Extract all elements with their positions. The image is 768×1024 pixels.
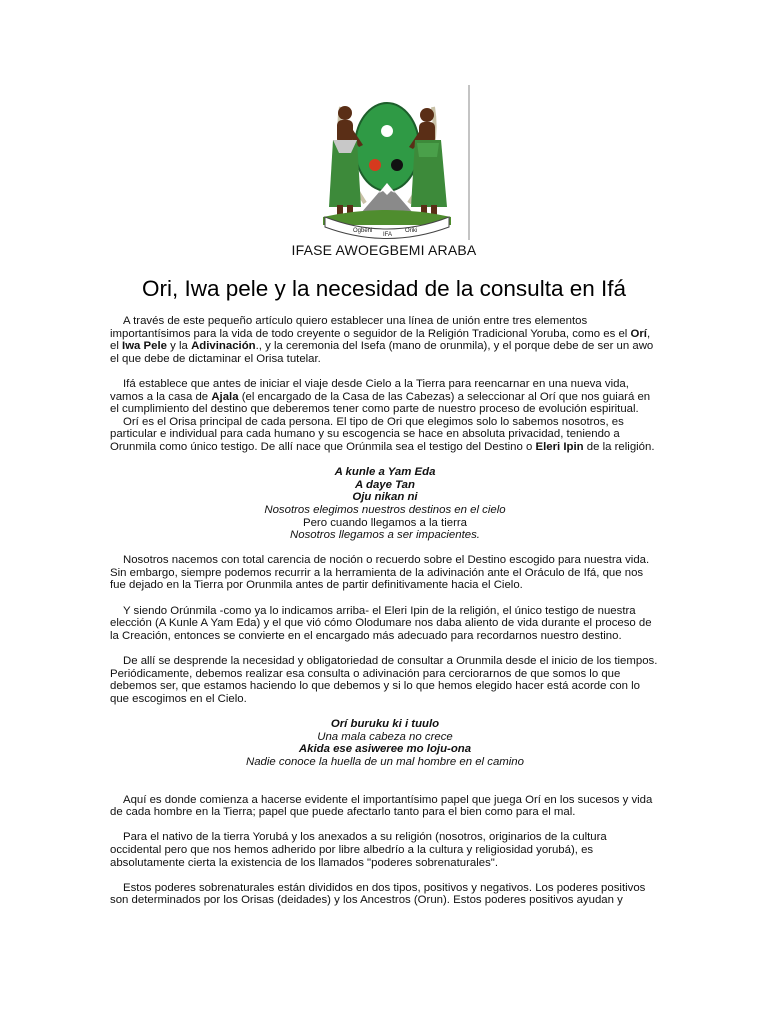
article-body (110, 315, 660, 920)
ribbon-text-left: Ogbeni (353, 228, 373, 234)
verse-2-line: Orí buruku ki i tuulo (330, 718, 440, 730)
paragraph-3: Orí es el Orisa principal de cada persona. El tipo de Ori que elegimos solo lo sabemos nosotros, es particular e individual para cada humano y su escogencia se hace en absoluta privacidad, teniendo a Orunmila como único testigo. De allí nace que Orúnmila sea el testigo del Destino o Eleri Ipin de la religión. (110, 415, 655, 453)
shield-red-dot (369, 159, 381, 171)
verse-1-line: Nosotros llegamos a ser impacientes. (290, 529, 480, 542)
paragraph-1: A través de este pequeño artículo quiero establecer una línea de unión entre tres elementos importantísimos para la vida de todo creyente o seguidor de la Religión Tradicional Yoruba, como es el Orí, el Iwa Pele y la Adivinación., y la ceremonia del Isefa (mano de orunmila), y el porque debe de ser un awo el que debe de dictaminar el Orisa tutelar. (110, 315, 654, 365)
verse-1-line: A kunle a Yam Eda (334, 466, 436, 479)
shield-white-dot (381, 125, 393, 137)
paragraph-8: Para el nativo de la tierra Yorubá y los anexados a su religión (nosotros, originarios de la cultura occidental pero que nos hemos adherido por libre albedrío a la cultura y religiosidad yorubá), es absolutamente cierta la existencia de los llamados "poderes sobrenaturales". (110, 831, 607, 869)
paragraph-9: Estos poderes sobrenaturales están divididos en dos tipos, positivos y negativos. Los poderes positivos son determinados por los Orisas (deidades) y los Ancestros (Orun). Estos poderes positivos ayudan y (110, 881, 646, 907)
verse-2-line: Nadie conoce la huella de un mal hombre en el camino (246, 755, 524, 768)
paragraph-6: De allí se desprende la necesidad y obligatoriedad de consultar a Orunmila desde el inicio de los tiempos. Periódicamente, debemos realizar esa consulta o adivinación para cerciorarnos de que somos lo que debemos ser, que estamos haciendo lo que debemos y si lo que hemos elegido hacer está acorde con lo que escogimos en el Cielo. (110, 655, 658, 705)
shield-black-dot (391, 159, 403, 171)
verse-1 (110, 466, 660, 542)
verse-1-line: Pero cuando llegamos a la tierra (303, 516, 467, 529)
verse-1-line: A daye Tan (355, 478, 415, 491)
ifa-emblem-logo (303, 85, 471, 240)
verse-2-line: Una mala cabeza no crece (317, 730, 453, 743)
verse-1-line: Nosotros elegimos nuestros destinos en el cielo (264, 503, 506, 516)
ribbon-text-right: Oriki (405, 228, 418, 234)
paragraph-4: Nosotros nacemos con total carencia de noción o recuerdo sobre el Destino escogido para nuestra vida. Sin embargo, siempre podemos recurrir a la herramienta de la adivinación ante el Oráculo de Ifá, que nos fue dejado en la Tierra por Orunmila antes de partir definitivamente hacia el Cielo. (110, 554, 650, 592)
ribbon-text-center: IFA (383, 232, 393, 238)
organization-name: IFASE AWOEGBEMI ARABA (291, 242, 477, 258)
paragraph-7: Aquí es donde comienza a hacerse evidente el importantísimo papel que juega Orí en los sucesos y vida de cada hombre en la Tierra; papel que puede afectarlo tanto para el bien como para el mal. (110, 793, 653, 819)
verse-2-line: Akida ese asiweree mo loju-ona (298, 743, 472, 756)
paragraph-5: Y siendo Orúnmila -como ya lo indicamos arriba- el Eleri Ipin de la religión, el único testigo de nuestra elección (A Kunle A Yam Eda) y el que vió cómo Olodumare nos daba aliento de vida durante el proceso de la Creación, entonces se convierte en el encargado más adecuado para recordarnos nuestro destino. (110, 604, 652, 642)
paragraph-2: Ifá establece que antes de iniciar el viaje desde Cielo a la Tierra para reencarnar en una nueva vida, vamos a la casa de Ajala (el encargado de la Casa de las Cabezas) a seleccionar al Orí que nos guiará en el cumplimiento del destino que deberemos tener como parte de nuestro proceso de evolución espiritual. (110, 377, 651, 416)
verse-1-line: Oju nikan ni (352, 491, 418, 504)
page-title: Ori, Iwa pele y la necesidad de la consulta en Ifá (141, 276, 627, 301)
verse-2 (110, 718, 660, 768)
